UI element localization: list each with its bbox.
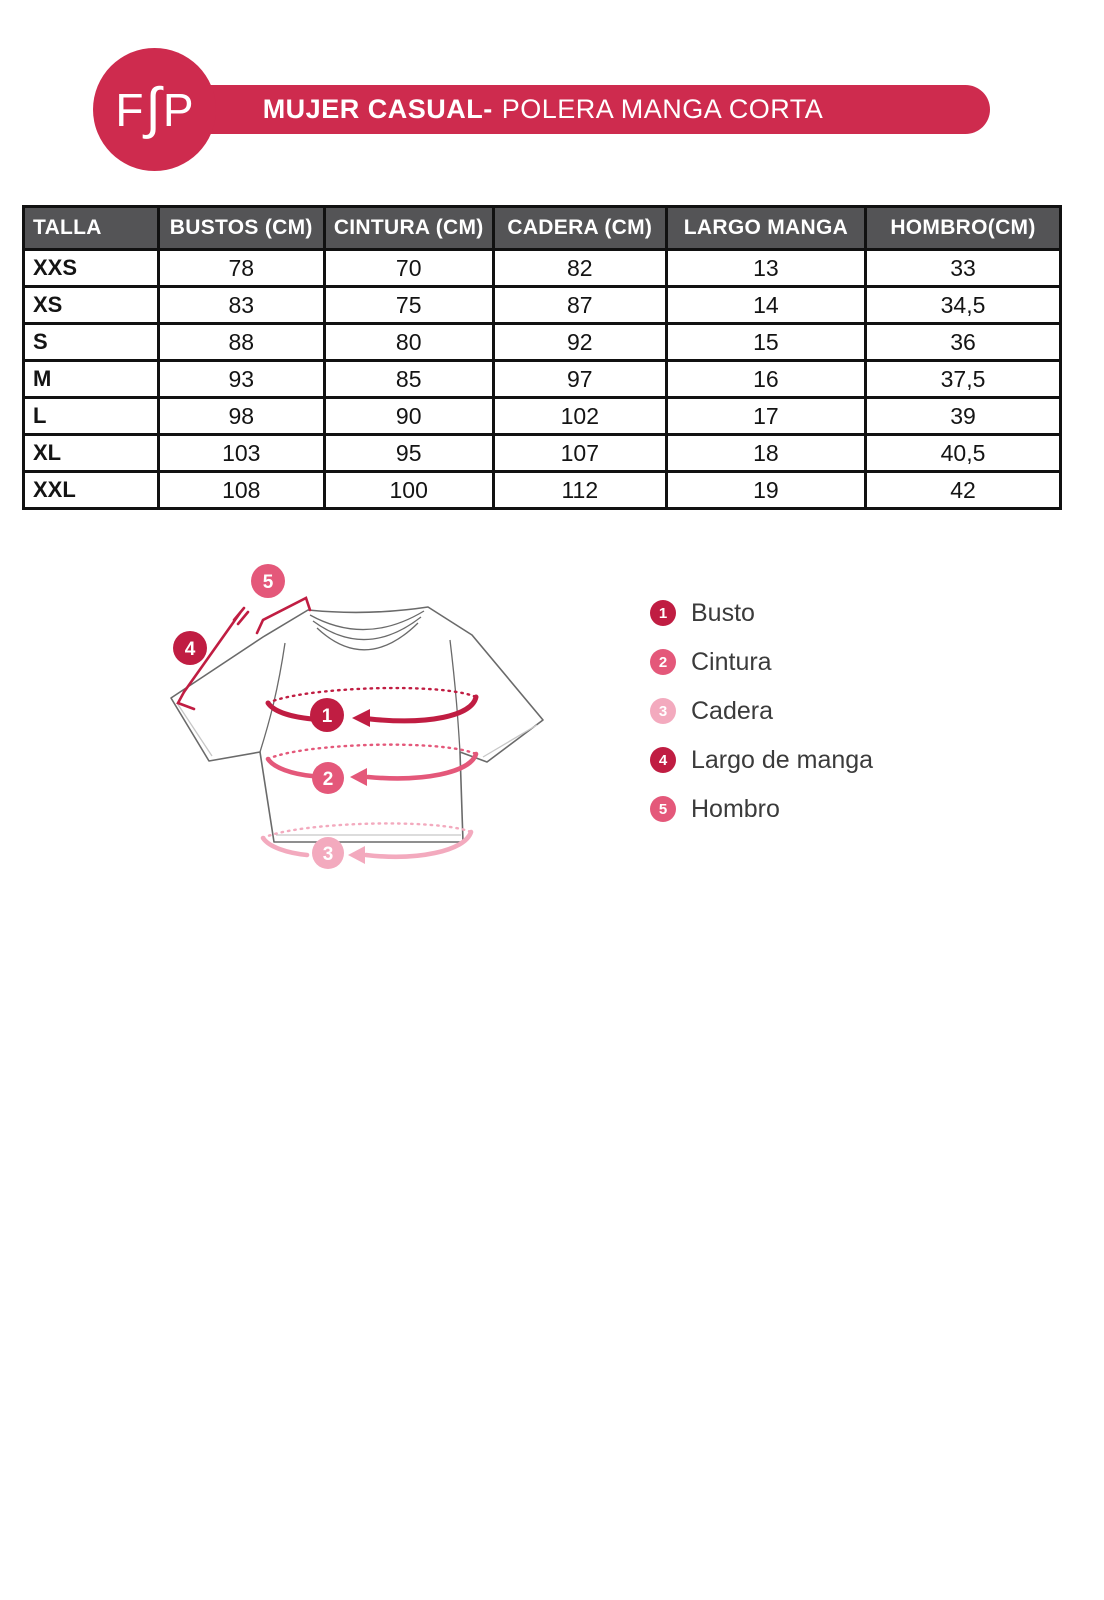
diagram-badge-1 bbox=[310, 698, 344, 732]
diagram-badge-4 bbox=[173, 631, 207, 665]
legend-item-hombro bbox=[650, 796, 873, 822]
size-cell: XL bbox=[24, 435, 159, 472]
page-title-product: POLERA MANGA CORTA bbox=[501, 94, 824, 124]
value-cell: 13 bbox=[666, 250, 865, 287]
svg-text:5: 5 bbox=[262, 572, 274, 593]
value-cell: 107 bbox=[493, 435, 666, 472]
legend-label: Hombro bbox=[691, 794, 780, 823]
value-cell: 17 bbox=[666, 398, 865, 435]
legend-item-cintura bbox=[650, 649, 873, 675]
legend-label: Largo de manga bbox=[691, 745, 874, 774]
logo-squiggle-icon: ∫ bbox=[145, 76, 161, 139]
logo-letter-f: F bbox=[115, 83, 144, 136]
value-cell: 15 bbox=[666, 324, 865, 361]
diagram-badge-5 bbox=[251, 564, 285, 598]
legend-badge-5: 5 bbox=[650, 796, 676, 822]
size-cell: M bbox=[24, 361, 159, 398]
brand-logo-letters bbox=[115, 77, 193, 142]
logo-letter-p: P bbox=[162, 83, 194, 136]
table-row-l bbox=[24, 398, 1061, 435]
value-cell: 95 bbox=[324, 435, 493, 472]
page-title bbox=[263, 94, 824, 125]
table-row-xxs bbox=[24, 250, 1061, 287]
value-cell: 85 bbox=[324, 361, 493, 398]
table-row-xl bbox=[24, 435, 1061, 472]
legend-item-busto bbox=[650, 600, 873, 626]
column-header-bustos: BUSTOS (CM) bbox=[158, 207, 324, 250]
value-cell: 108 bbox=[158, 472, 324, 509]
value-cell: 39 bbox=[865, 398, 1060, 435]
value-cell: 83 bbox=[158, 287, 324, 324]
value-cell: 36 bbox=[865, 324, 1060, 361]
value-cell: 82 bbox=[493, 250, 666, 287]
size-cell: XXS bbox=[24, 250, 159, 287]
legend-badge-1: 1 bbox=[650, 600, 676, 626]
column-header-cadera: CADERA (CM) bbox=[493, 207, 666, 250]
column-header-hombro: HOMBRO(CM) bbox=[865, 207, 1060, 250]
value-cell: 80 bbox=[324, 324, 493, 361]
legend-label: Cintura bbox=[691, 647, 772, 676]
title-banner bbox=[180, 85, 990, 134]
value-cell: 100 bbox=[324, 472, 493, 509]
brand-logo bbox=[93, 48, 216, 171]
legend-label: Cadera bbox=[691, 696, 773, 725]
diagram-badge-3 bbox=[312, 837, 344, 869]
table-row-xs bbox=[24, 287, 1061, 324]
value-cell: 98 bbox=[158, 398, 324, 435]
legend-badge-4: 4 bbox=[650, 747, 676, 773]
value-cell: 70 bbox=[324, 250, 493, 287]
legend-item-cadera bbox=[650, 698, 873, 724]
value-cell: 103 bbox=[158, 435, 324, 472]
svg-text:3: 3 bbox=[322, 844, 334, 865]
hip-arrowhead bbox=[348, 846, 365, 864]
measurement-diagram bbox=[150, 540, 570, 870]
value-cell: 18 bbox=[666, 435, 865, 472]
column-header-largo-manga: LARGO MANGA bbox=[666, 207, 865, 250]
value-cell: 90 bbox=[324, 398, 493, 435]
value-cell: 40,5 bbox=[865, 435, 1060, 472]
size-cell: L bbox=[24, 398, 159, 435]
legend-label: Busto bbox=[691, 598, 755, 627]
value-cell: 93 bbox=[158, 361, 324, 398]
value-cell: 97 bbox=[493, 361, 666, 398]
value-cell: 92 bbox=[493, 324, 666, 361]
value-cell: 37,5 bbox=[865, 361, 1060, 398]
table-row-m bbox=[24, 361, 1061, 398]
value-cell: 87 bbox=[493, 287, 666, 324]
table-row-xxl bbox=[24, 472, 1061, 509]
svg-text:4: 4 bbox=[184, 639, 196, 660]
legend-item-largo-de-manga bbox=[650, 747, 873, 773]
table-header-row bbox=[24, 207, 1061, 250]
table-row-s bbox=[24, 324, 1061, 361]
column-header-talla: TALLA bbox=[24, 207, 159, 250]
value-cell: 75 bbox=[324, 287, 493, 324]
size-cell: XS bbox=[24, 287, 159, 324]
value-cell: 16 bbox=[666, 361, 865, 398]
value-cell: 33 bbox=[865, 250, 1060, 287]
value-cell: 78 bbox=[158, 250, 324, 287]
size-cell: S bbox=[24, 324, 159, 361]
tshirt-outline bbox=[171, 607, 543, 842]
value-cell: 19 bbox=[666, 472, 865, 509]
diagram-badge-2 bbox=[312, 762, 344, 794]
measurement-legend bbox=[650, 600, 873, 845]
value-cell: 88 bbox=[158, 324, 324, 361]
value-cell: 42 bbox=[865, 472, 1060, 509]
column-header-cintura: CINTURA (CM) bbox=[324, 207, 493, 250]
legend-badge-2: 2 bbox=[650, 649, 676, 675]
svg-text:1: 1 bbox=[321, 706, 333, 727]
svg-text:2: 2 bbox=[322, 769, 334, 790]
size-cell: XXL bbox=[24, 472, 159, 509]
value-cell: 112 bbox=[493, 472, 666, 509]
legend-badge-3: 3 bbox=[650, 698, 676, 724]
value-cell: 102 bbox=[493, 398, 666, 435]
page-title-category: MUJER CASUAL- bbox=[262, 94, 493, 124]
size-table bbox=[22, 205, 1062, 510]
value-cell: 34,5 bbox=[865, 287, 1060, 324]
value-cell: 14 bbox=[666, 287, 865, 324]
